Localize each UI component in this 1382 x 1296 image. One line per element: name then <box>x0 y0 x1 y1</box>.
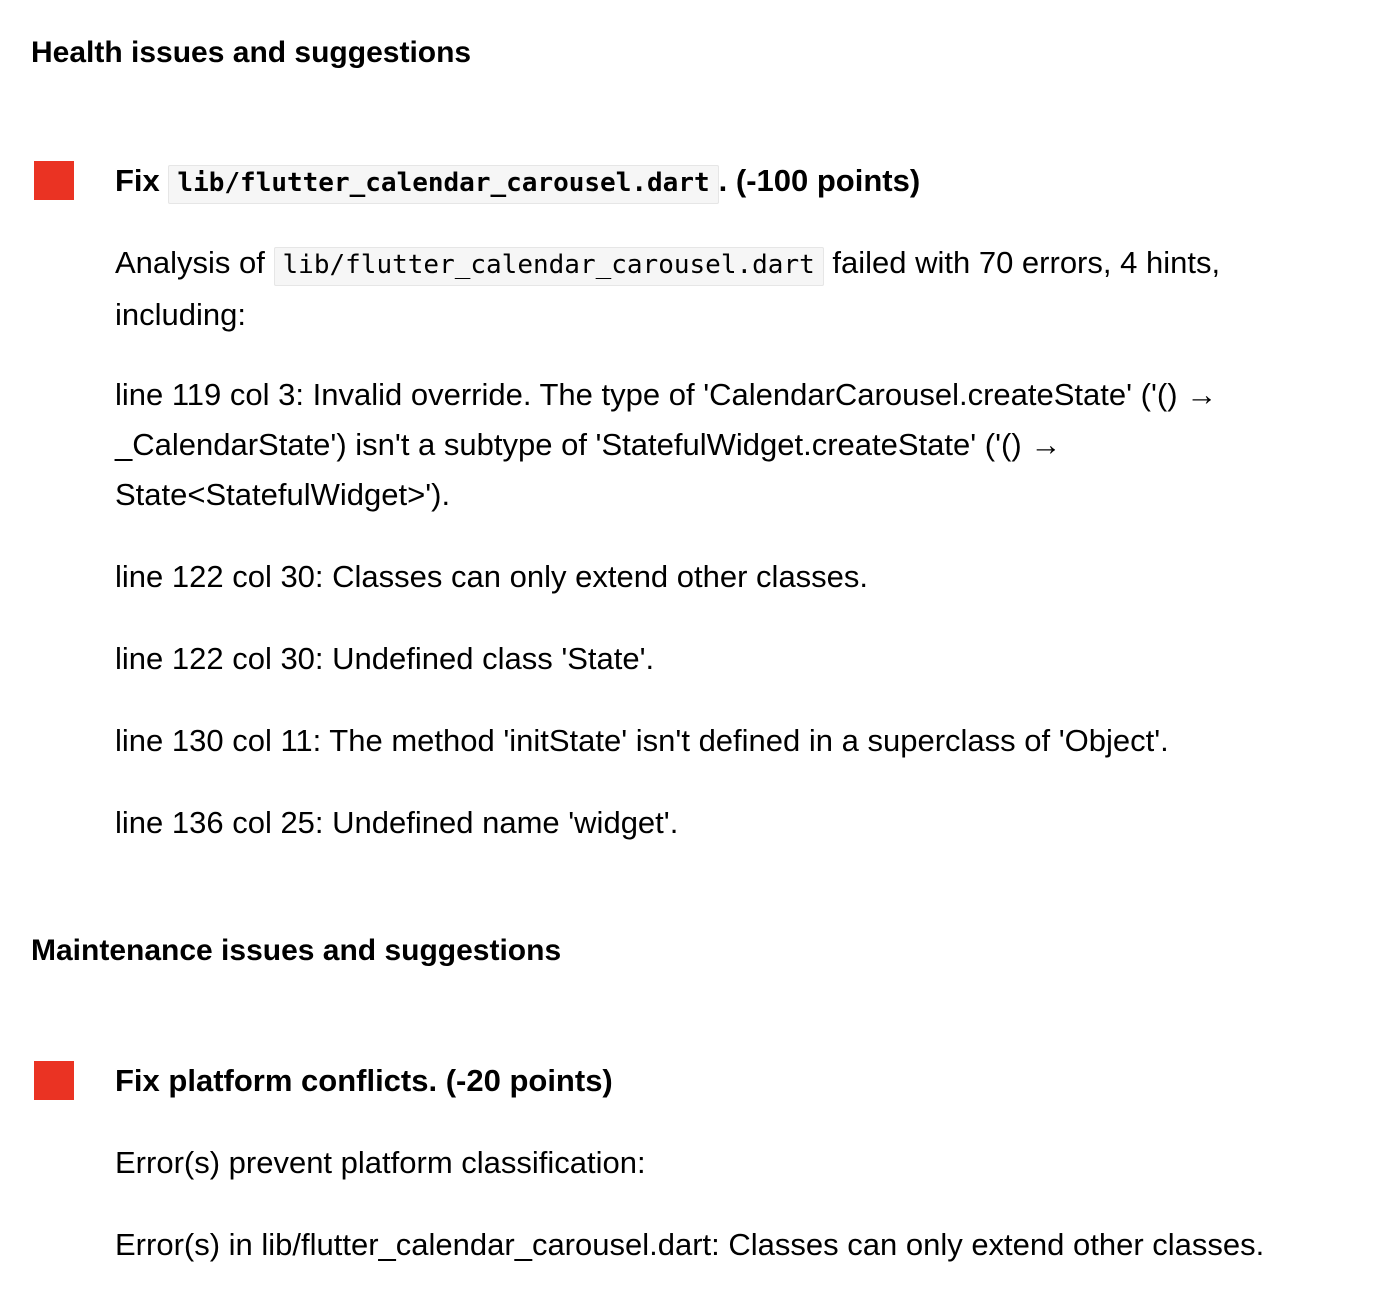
issue-title-prefix: Fix <box>115 163 160 198</box>
error-line: line 136 col 25: Undefined name 'widget'. <box>115 805 679 840</box>
maintenance-issue-title: Fix platform conflicts. (-20 points) <box>115 1063 613 1098</box>
issue-title-points: . (-100 points) <box>718 163 921 198</box>
error-line: line 122 col 30: Classes can only extend other classes. <box>115 559 869 594</box>
error-line: line 119 col 3: Invalid override. The type of 'CalendarCarousel.createState' ('() → _CalendarState') isn't a subtype of 'StatefulWidget.createState' ('() → State<StatefulWidget>'). <box>115 377 1218 512</box>
maintenance-detail-line: Error(s) prevent platform classification: <box>115 1145 646 1180</box>
analysis-prefix: Analysis of <box>115 245 265 280</box>
error-severity-marker <box>34 161 74 200</box>
error-line: line 130 col 11: The method 'initState' isn't defined in a superclass of 'Object'. <box>115 723 1169 758</box>
error-line: line 122 col 30: Undefined class 'State'. <box>115 641 655 676</box>
error-severity-marker <box>34 1061 74 1100</box>
maintenance-section-heading: Maintenance issues and suggestions <box>31 934 562 967</box>
health-issue-title <box>115 160 920 204</box>
maintenance-detail-line: Error(s) in lib/flutter_calendar_carousel.dart: Classes can only extend other classes. <box>115 1227 1265 1262</box>
issue-title-file: lib/flutter_calendar_carousel.dart <box>168 165 718 204</box>
analysis-summary <box>115 238 1355 340</box>
analysis-suffix: failed with 70 errors, 4 hints, including: <box>115 245 1221 332</box>
health-section-heading: Health issues and suggestions <box>31 36 472 69</box>
analysis-file: lib/flutter_calendar_carousel.dart <box>274 247 824 286</box>
